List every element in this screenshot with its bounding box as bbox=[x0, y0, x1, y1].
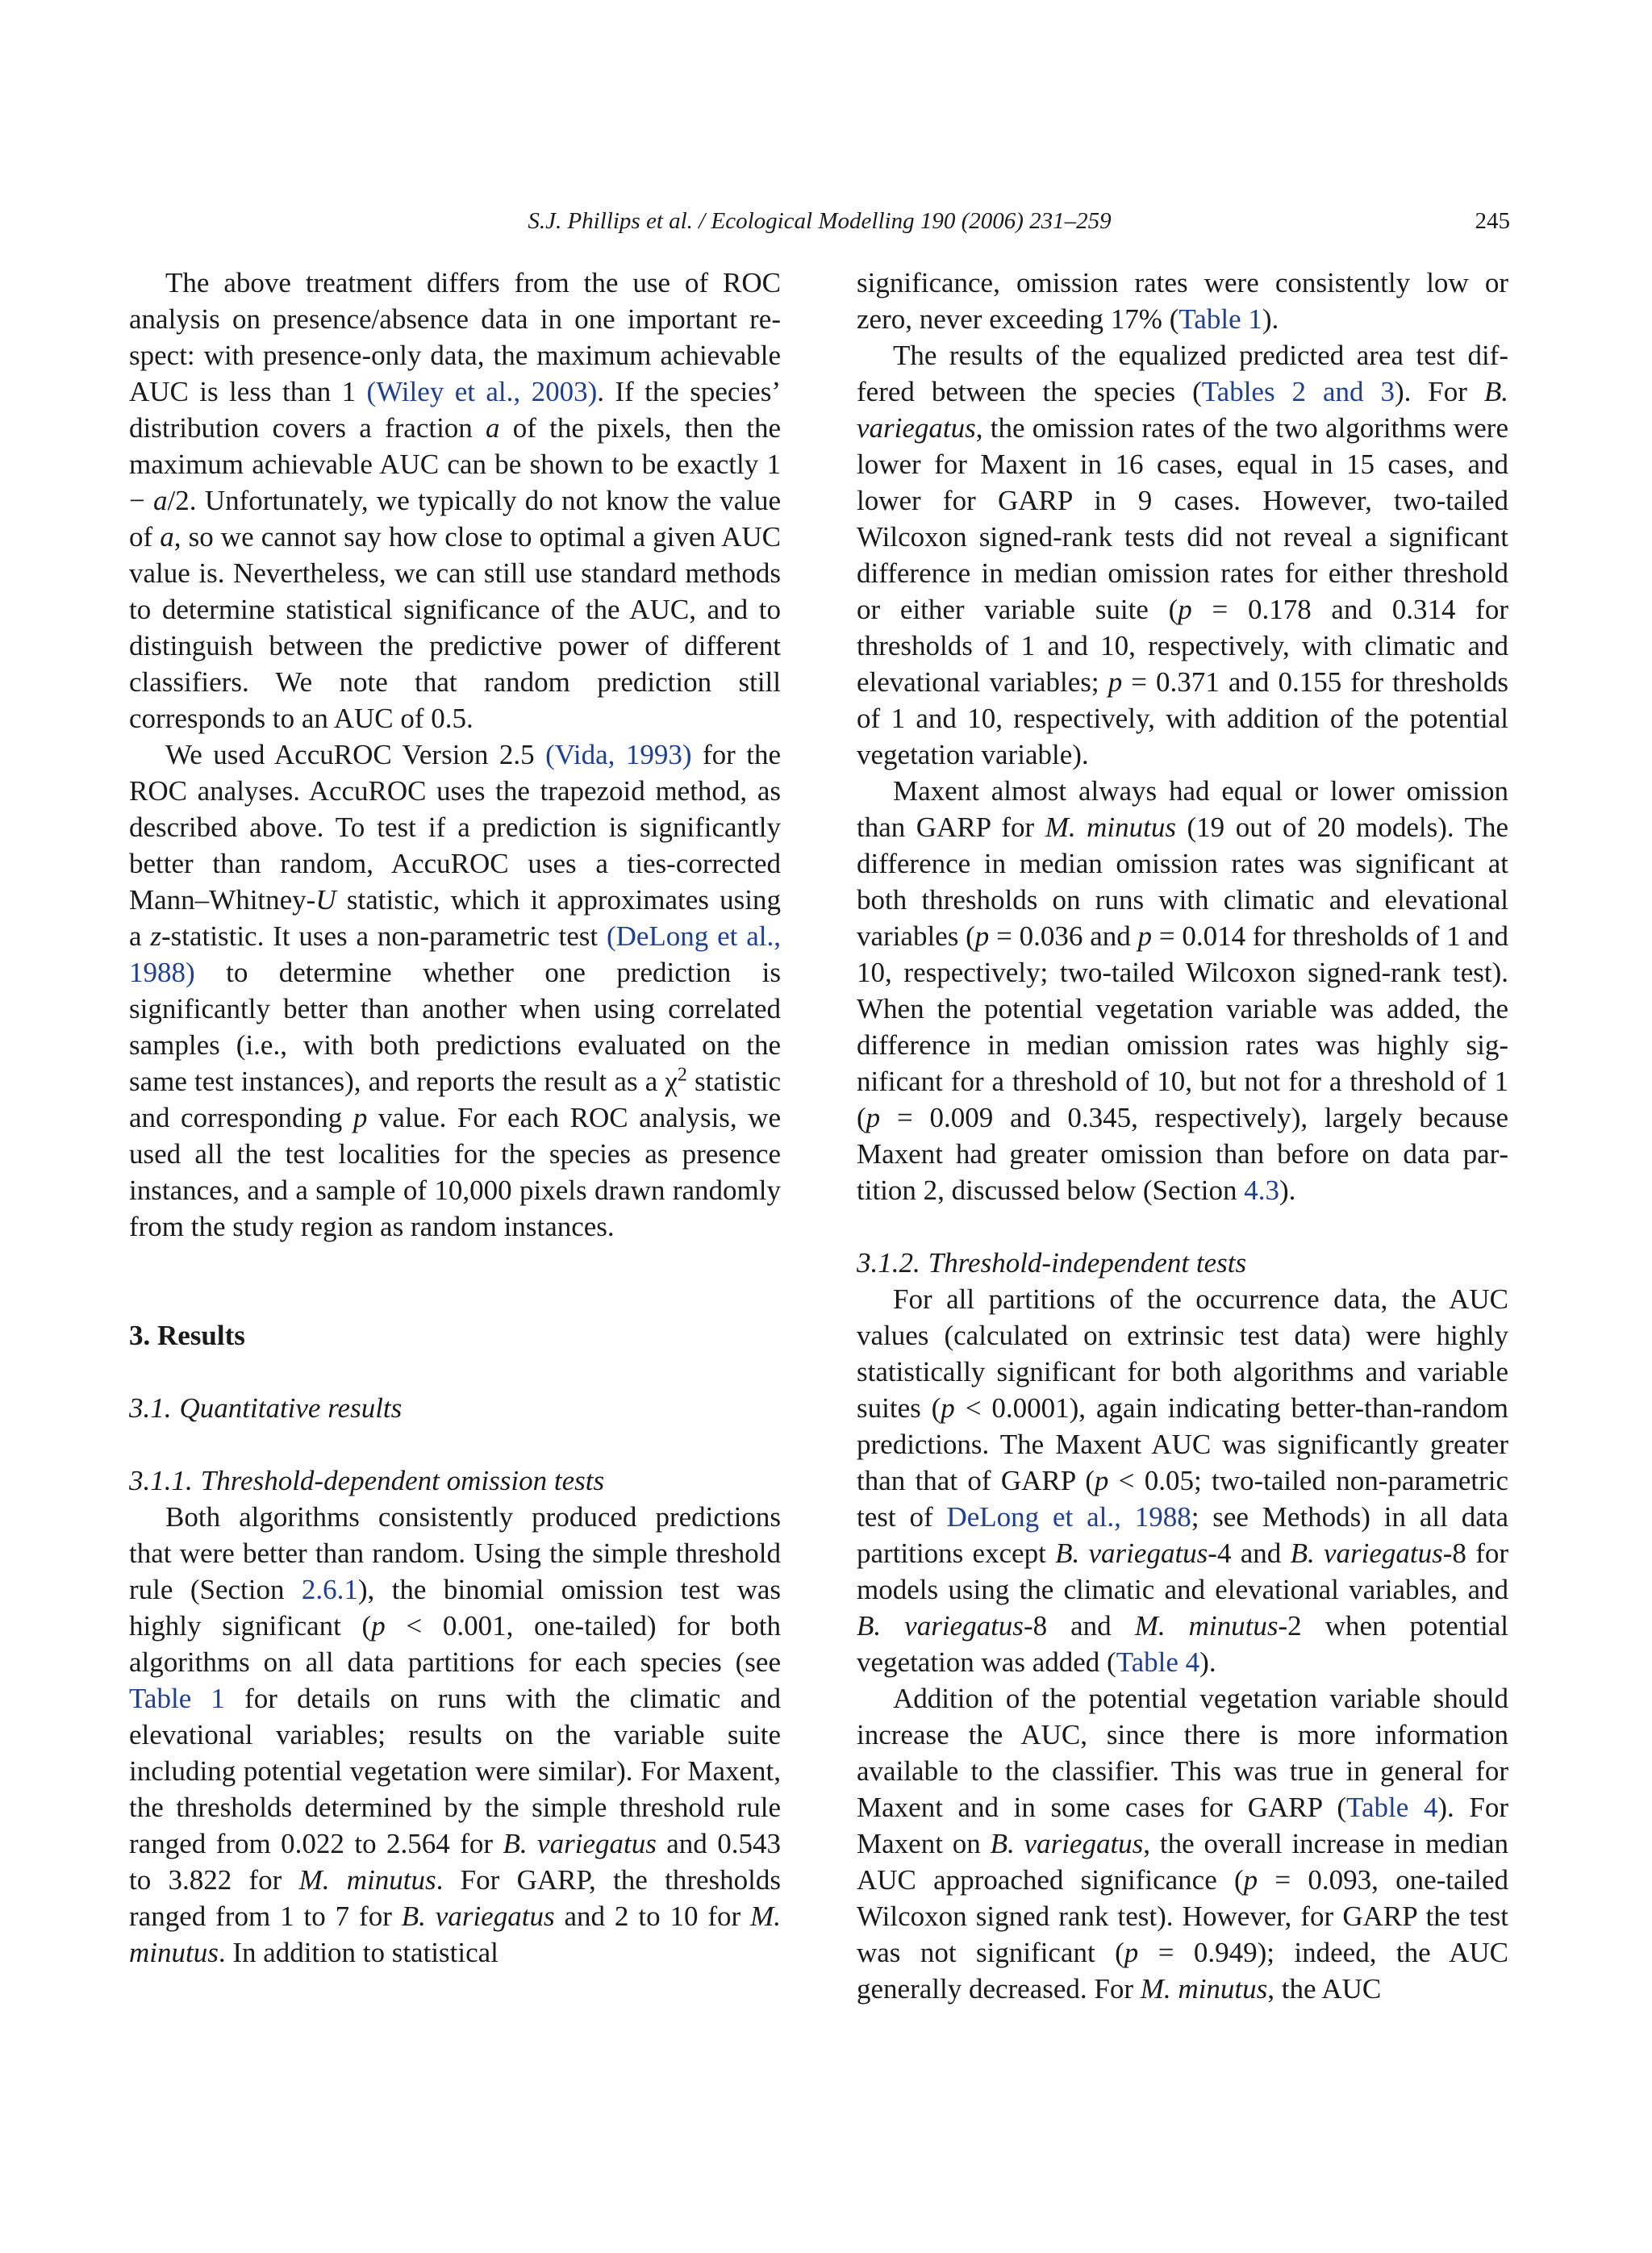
text-run: -statistic. It uses a non-parametric test bbox=[161, 920, 607, 952]
text-run: = 0.371 and 0.155 for thresholds of 1 and 10, respectively, with addition of the potential vegetation variable). bbox=[857, 666, 1508, 770]
math-variable: p bbox=[941, 1392, 955, 1424]
species-name: M. minutus bbox=[129, 1900, 782, 1968]
text-run: ), the binomial omission test was highly significant ( bbox=[129, 1574, 781, 1642]
text-run: ). bbox=[1262, 303, 1279, 335]
math-variable: p bbox=[974, 920, 990, 952]
section-link[interactable]: 4.3 bbox=[1244, 1174, 1279, 1206]
table-link[interactable]: Table 1 bbox=[1179, 303, 1262, 335]
text-run: . In addition to statistical bbox=[218, 1937, 499, 1968]
text-run: The results of the equalized predicted area test differed between the species ( bbox=[857, 340, 1508, 407]
text-run: = 0.093, one-tailed Wilcoxon signed rank test). However, for GARP the test was not significant ( bbox=[857, 1864, 1509, 1968]
species-name: B. variegatus bbox=[990, 1828, 1144, 1859]
text-run: < 0.001, one-tailed) for both algorithms on all data partitions for each species (see bbox=[129, 1610, 781, 1678]
section-link[interactable]: 2.6.1 bbox=[301, 1574, 358, 1605]
paragraph-accuroc bbox=[129, 736, 781, 1245]
text-run: value. For each ROC analysis, we used all the test localities for the species as presence instances, and a sample of 10,000 pixels drawn randomly from the study region as random instances. bbox=[129, 1102, 781, 1242]
text-run: -4 and bbox=[1208, 1537, 1291, 1569]
species-name: M. minutus bbox=[298, 1864, 436, 1896]
text-run: ). bbox=[1279, 1174, 1296, 1206]
math-variable: p bbox=[1178, 594, 1192, 625]
left-column bbox=[129, 265, 781, 1971]
heading-title: Quantitative results bbox=[179, 1392, 403, 1424]
text-run: ; see Methods) in all data partitions except bbox=[857, 1501, 1508, 1569]
table-link[interactable]: Table 1 bbox=[129, 1683, 225, 1714]
math-variable: p bbox=[866, 1102, 881, 1133]
citation-link[interactable]: (DeLong et al., 1988) bbox=[129, 920, 781, 988]
spacer bbox=[129, 1426, 781, 1462]
text-run: = 0.949); indeed, the AUC generally decreased. For bbox=[857, 1937, 1508, 2005]
species-name: B. variegatus bbox=[1290, 1537, 1443, 1569]
table-link[interactable]: Table 4 bbox=[1116, 1646, 1200, 1678]
math-variable: U bbox=[315, 884, 336, 916]
text-run: -2 when potential vegetation was added ( bbox=[857, 1610, 1509, 1678]
species-name: B. variegatus bbox=[857, 376, 1509, 444]
species-name: M. minutus bbox=[1140, 1973, 1268, 2005]
text-run: = 0.178 and 0.314 for thresholds of 1 and 10, respectively, with climatic and elevational variables; bbox=[857, 594, 1508, 698]
math-variable: a bbox=[153, 485, 168, 516]
text-run: statistic, which it approximates using a bbox=[129, 884, 781, 952]
text-run: -8 for models using the climatic and elevational variables, and bbox=[857, 1537, 1509, 1605]
text-run: for the ROC analyses. AccuROC uses the trapezoid method, as described above. To test if a prediction is significantly better than random, AccuROC uses a ties-corrected Mann–Whitney- bbox=[129, 739, 781, 916]
text-run: < 0.0001), again indicating better-than-random predictions. The Maxent AUC was significantly greater than that of GARP ( bbox=[857, 1392, 1508, 1496]
text-run: For all partitions of the occurrence data, the AUC values (calculated on extrinsic test data) were highly statistically significant for both algorithms and variable suites ( bbox=[857, 1283, 1508, 1424]
text-run: . For GARP, the thresholds ranged from 1 to 7 for bbox=[129, 1864, 781, 1932]
page-number: 245 bbox=[1475, 208, 1510, 234]
subsubsection-heading bbox=[129, 1462, 781, 1499]
text-run: (19 out of 20 models). The difference in median omission rates was significant at both thresholds on runs with climatic and elevational variables ( bbox=[857, 811, 1508, 952]
species-name: M. minutus bbox=[1045, 811, 1176, 843]
species-name: B. variegatus bbox=[1055, 1537, 1208, 1569]
subsection-heading bbox=[129, 1390, 781, 1426]
section-heading: 3. Results bbox=[129, 1320, 245, 1351]
math-variable: p bbox=[1108, 666, 1123, 698]
text-run: and 0.543 to 3.822 for bbox=[129, 1828, 782, 1896]
species-name: M. minutus bbox=[1134, 1610, 1279, 1642]
superscript: 2 bbox=[677, 1064, 687, 1086]
text-run: /2. Unfortunately, we typically do not know the value of bbox=[129, 485, 782, 553]
heading-title: Threshold-independent tests bbox=[928, 1247, 1247, 1279]
text-run: statistic and corresponding bbox=[129, 1066, 781, 1133]
text-run: , the omission rates of the two algorithms were lower for Maxent in 16 cases, equal in 15 cases, and lower for GARP in 9 cases. However, two-tailed Wilcoxon signed-rank tests did not reveal a significant difference in median omission rates for either threshold or either variable suite ( bbox=[857, 412, 1508, 625]
citation-link[interactable]: DeLong et al., 1988 bbox=[946, 1501, 1191, 1533]
species-name: B. variegatus bbox=[857, 1610, 1024, 1642]
text-run: ). For bbox=[1394, 376, 1484, 407]
math-variable: p bbox=[371, 1610, 386, 1642]
text-run: , so we cannot say how close to optimal a given AUC value is. Nevertheless, we can still use standard methods to determine statistical significance of the AUC, and to distinguish between the predictive power of different classifiers. We note that random prediction still corresponds to an AUC of 0.5. bbox=[129, 521, 782, 734]
text-run: = 0.036 and bbox=[989, 920, 1138, 952]
text-run: significance, omission rates were consistently low or zero, never exceeding 17% ( bbox=[857, 267, 1508, 335]
running-head: S.J. Phillips et al. / Ecological Modelling 190 (2006) 231–259 bbox=[528, 208, 1112, 234]
text-run: ). For Maxent on bbox=[857, 1792, 1508, 1859]
spacer bbox=[857, 1208, 1508, 1245]
math-variable: p bbox=[1124, 1937, 1139, 1968]
paragraph-threshold-independent bbox=[857, 1281, 1508, 1680]
paragraph-maxent-omission bbox=[857, 773, 1508, 1208]
species-name: B. variegatus bbox=[401, 1900, 555, 1932]
math-variable: p bbox=[1243, 1864, 1258, 1896]
heading-number: 3.1.2. bbox=[857, 1247, 920, 1279]
math-variable: z bbox=[150, 920, 161, 952]
text-run: Addition of the potential vegetation variable should increase the AUC, since there is more information available to the classifier. This was true in general for Maxent and in some cases for GARP ( bbox=[857, 1683, 1508, 1823]
math-variable: p bbox=[353, 1102, 368, 1133]
paragraph-equalized-area bbox=[857, 337, 1508, 773]
text-run: We used AccuROC Version 2.5 bbox=[165, 739, 546, 770]
text-run: . If the species’ distribution covers a fraction bbox=[129, 376, 781, 444]
text-run: , the AUC bbox=[1267, 1973, 1382, 2005]
text-run: and 2 to 10 for bbox=[554, 1900, 751, 1932]
math-variable: a bbox=[160, 521, 174, 553]
right-column bbox=[857, 265, 1508, 2007]
text-run: = 0.009 and 0.345, respectively), largely because Maxent had greater omission than before on data partition 2, discussed below (Section bbox=[857, 1102, 1508, 1206]
text-run: Both algorithms consistently produced predictions that were better than random. Using the simple threshold rule (Section bbox=[129, 1501, 781, 1605]
subsubsection-heading bbox=[857, 1245, 1508, 1281]
heading-number: 3.1.1. bbox=[129, 1465, 193, 1496]
heading-title: Threshold-dependent omission tests bbox=[200, 1465, 605, 1496]
citation-link[interactable]: (Vida, 1993) bbox=[545, 739, 692, 770]
table-link[interactable]: Table 4 bbox=[1346, 1792, 1438, 1823]
spacer bbox=[129, 1245, 781, 1317]
text-run: Maxent almost always had equal or lower omission than GARP for bbox=[857, 775, 1508, 843]
math-variable: a bbox=[486, 412, 500, 444]
paragraph-omission-tests bbox=[129, 1499, 781, 1971]
text-run: The above treatment differs from the use of ROC analysis on presence/absence data in one important respect: with presence-only data, the maximum achievable AUC is less than 1 bbox=[129, 267, 781, 407]
text-run: , the overall increase in median AUC approached significance ( bbox=[857, 1828, 1508, 1896]
text-run: < 0.05; two-tailed non-parametric test of bbox=[857, 1465, 1508, 1533]
paragraph-vegetation-variable bbox=[857, 1680, 1508, 2007]
spacer bbox=[129, 1354, 781, 1390]
species-name: B. variegatus bbox=[503, 1828, 657, 1859]
paragraph-roc-presence-only bbox=[129, 265, 781, 736]
table-link[interactable]: Tables 2 and 3 bbox=[1201, 376, 1395, 407]
math-variable: p bbox=[1094, 1465, 1109, 1496]
text-run: for details on runs with the climatic and elevational variables; results on the variable suite including potential vegetation were similar). For Maxent, the thresholds determined by the simple threshold rule ranged from 0.022 to 2.564 for bbox=[129, 1683, 781, 1859]
paragraph-continued bbox=[857, 265, 1508, 337]
citation-link[interactable]: (Wiley et al., 2003) bbox=[366, 376, 598, 407]
page-header bbox=[129, 208, 1510, 240]
heading-number: 3.1. bbox=[129, 1392, 172, 1424]
text-run: ). bbox=[1199, 1646, 1216, 1678]
math-variable: p bbox=[1137, 920, 1153, 952]
text-run: of the pixels, then the maximum achievable AUC can be shown to be exactly 1 − bbox=[129, 412, 781, 516]
text-run: = 0.014 for thresholds of 1 and 10, respectively; two-tailed Wilcoxon signed-rank test). When the potential vegetation variable was added, the difference in median omission rates was highly significant for a threshold of 10, but not for a threshold of 1 ( bbox=[857, 920, 1509, 1133]
text-run: -8 and bbox=[1023, 1610, 1135, 1642]
text-run: to determine whether one prediction is significantly better than another when using correlated samples (i.e., with both predictions evaluated on the same test instances), and reports the result as a χ bbox=[129, 957, 781, 1097]
